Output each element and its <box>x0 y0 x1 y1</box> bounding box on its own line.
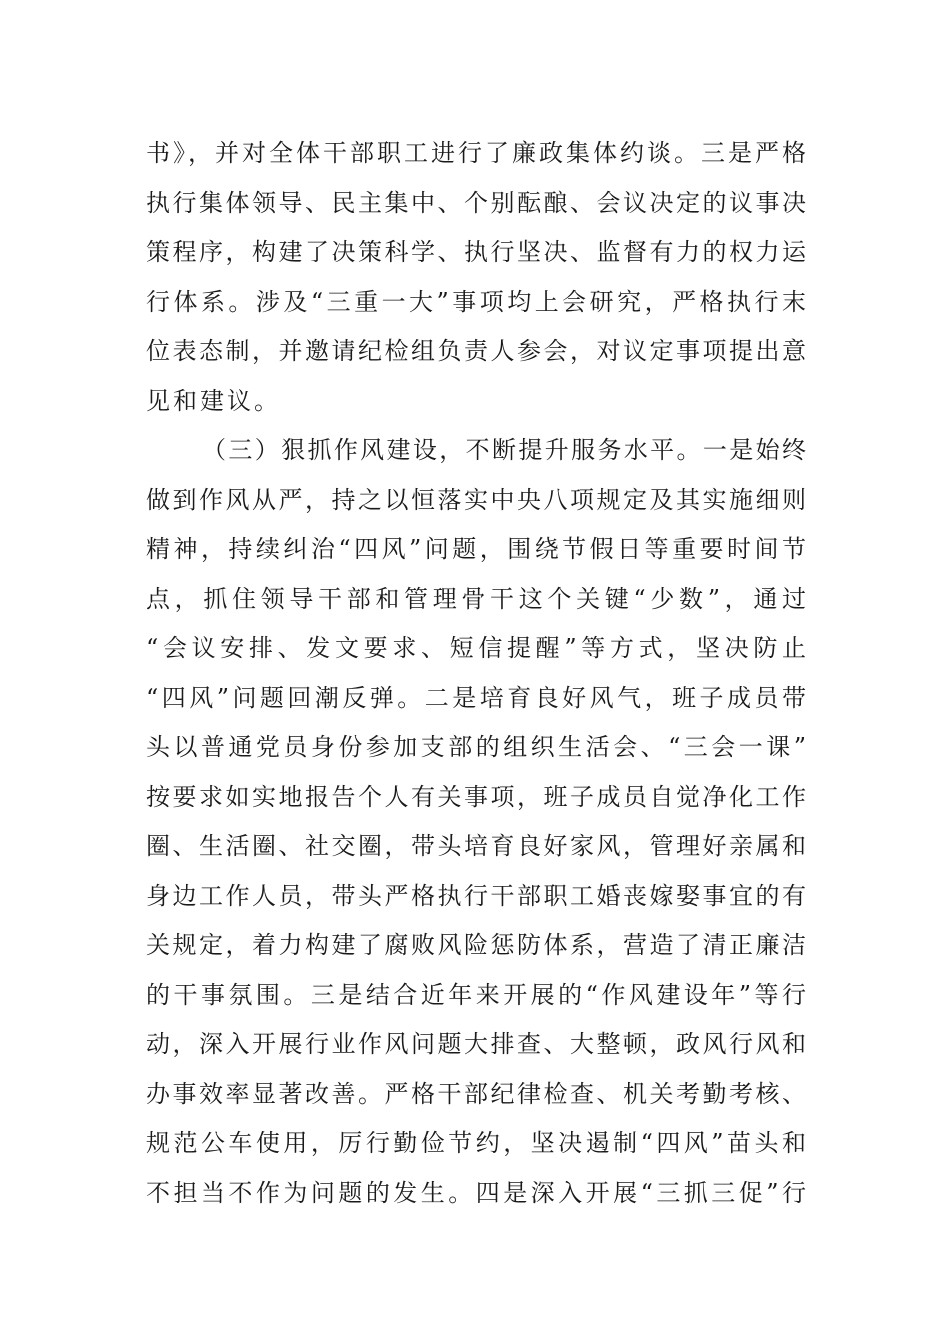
text-line: 头以普通党员身份参加支部的组织生活会、“三会一课” <box>146 733 806 761</box>
text-line: 按要求如实地报告个人有关事项，班子成员自觉净化工作 <box>146 782 806 811</box>
text-line: 规范公车使用，厉行勤俭节约，坚决遏制“四风”苗头和 <box>146 1129 806 1157</box>
text-line: 办事效率显著改善。严格干部纪律检查、机关考勤考核、 <box>146 1079 806 1108</box>
text-line: 执行集体领导、民主集中、个别酝酿、会议决定的议事决 <box>146 188 806 217</box>
text-line: 行体系。涉及“三重一大”事项均上会研究，严格执行末 <box>146 287 806 316</box>
text-line: 书》，并对全体干部职工进行了廉政集体约谈。三是严格 <box>146 139 806 167</box>
text-line: 的干事氛围。三是结合近年来开展的“作风建设年”等行 <box>146 980 806 1009</box>
text-line: “会议安排、发文要求、短信提醒”等方式，坚决防止 <box>146 634 806 662</box>
text-line: 策程序，构建了决策科学、执行坚决、监督有力的权力运 <box>146 238 806 266</box>
text-line: 动，深入开展行业作风问题大排查、大整顿，政风行风和 <box>146 1030 806 1058</box>
text-line: 精神，持续纠治“四风”问题，围绕节假日等重要时间节 <box>146 535 806 563</box>
section-heading-line: （三）狠抓作风建设，不断提升服务水平。一是始终 <box>202 436 806 464</box>
text-line: 见和建议。 <box>146 386 281 415</box>
text-line: 点，抓住领导干部和管理骨干这个关键“少数”，通过 <box>146 584 806 613</box>
text-line: 做到作风从严，持之以恒落实中央八项规定及其实施细则 <box>146 485 806 514</box>
text-line: 身边工作人员，带头严格执行干部职工婚丧嫁娶事宜的有 <box>146 881 806 910</box>
text-line: 关规定，着力构建了腐败风险惩防体系，营造了清正廉洁 <box>146 931 806 959</box>
text-line: “四风”问题回潮反弹。二是培育良好风气，班子成员带 <box>146 683 806 712</box>
body-text <box>146 129 806 1218</box>
text-line: 位表态制，并邀请纪检组负责人参会，对议定事项提出意 <box>146 337 806 365</box>
text-line: 不担当不作为问题的发生。四是深入开展“三抓三促”行 <box>146 1178 806 1207</box>
text-line: 圈、生活圈、社交圈，带头培育良好家风，管理好亲属和 <box>146 832 806 860</box>
